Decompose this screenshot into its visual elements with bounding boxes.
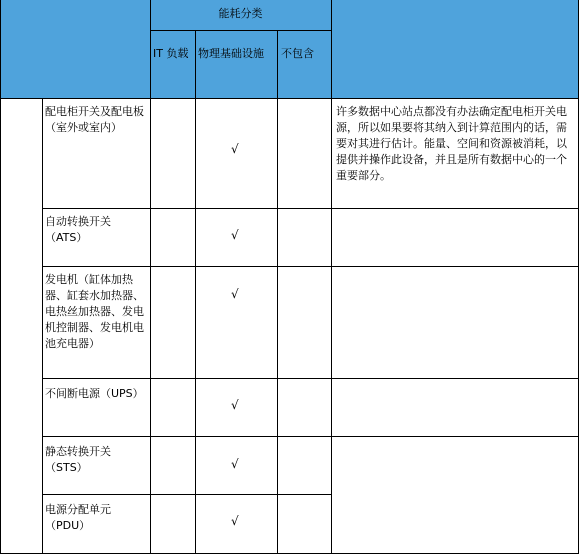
row-check-ats: √ xyxy=(231,228,239,242)
gridline xyxy=(42,436,579,437)
row-note-switchgear: 许多数据中心站点都没有办法确定配电柜开关电源，所以如果要将其纳入到计算范围内的话，需要对其进行估计。能量、空间和资源被消耗，以提供并操作此设备，并且是所有数据中心的一个重要部分。 xyxy=(336,105,567,182)
gridline xyxy=(0,0,1,554)
header-excluded: 不包含 xyxy=(281,47,314,60)
header-it-load: IT 负载 xyxy=(153,47,189,60)
gridline xyxy=(150,0,151,554)
row-name-switchgear: 配电柜开关及配电板（室外或室内） xyxy=(45,105,144,134)
row-check-switchgear: √ xyxy=(231,142,239,156)
row-check-pdu: √ xyxy=(231,514,239,528)
gridline xyxy=(42,266,579,267)
row-check-generator: √ xyxy=(231,287,239,301)
gridline xyxy=(331,0,332,554)
gridline xyxy=(277,30,278,554)
gridline xyxy=(42,378,579,379)
gridline xyxy=(42,98,43,554)
row-check-ups: √ xyxy=(231,398,239,412)
row-name-generator: 发电机（缸体加热器、缸套水加热器、电热丝加热器、发电机控制器、发电机电池充电器） xyxy=(45,273,144,350)
gridline xyxy=(42,208,579,209)
row-check-sts: √ xyxy=(231,457,239,471)
gridline xyxy=(195,30,196,554)
gridline xyxy=(42,494,332,495)
header-group-title: 能耗分类 xyxy=(218,7,263,20)
gridline xyxy=(0,98,579,99)
header-facility: 物理基础设施 xyxy=(198,47,264,60)
gridline xyxy=(150,30,332,31)
row-name-ats: 自动转换开关（ATS） xyxy=(45,215,111,244)
row-name-ups: 不间断电源（UPS） xyxy=(45,387,144,400)
row-name-pdu: 电源分配单元（PDU） xyxy=(45,503,111,532)
row-name-sts: 静态转换开关（STS） xyxy=(45,445,111,474)
